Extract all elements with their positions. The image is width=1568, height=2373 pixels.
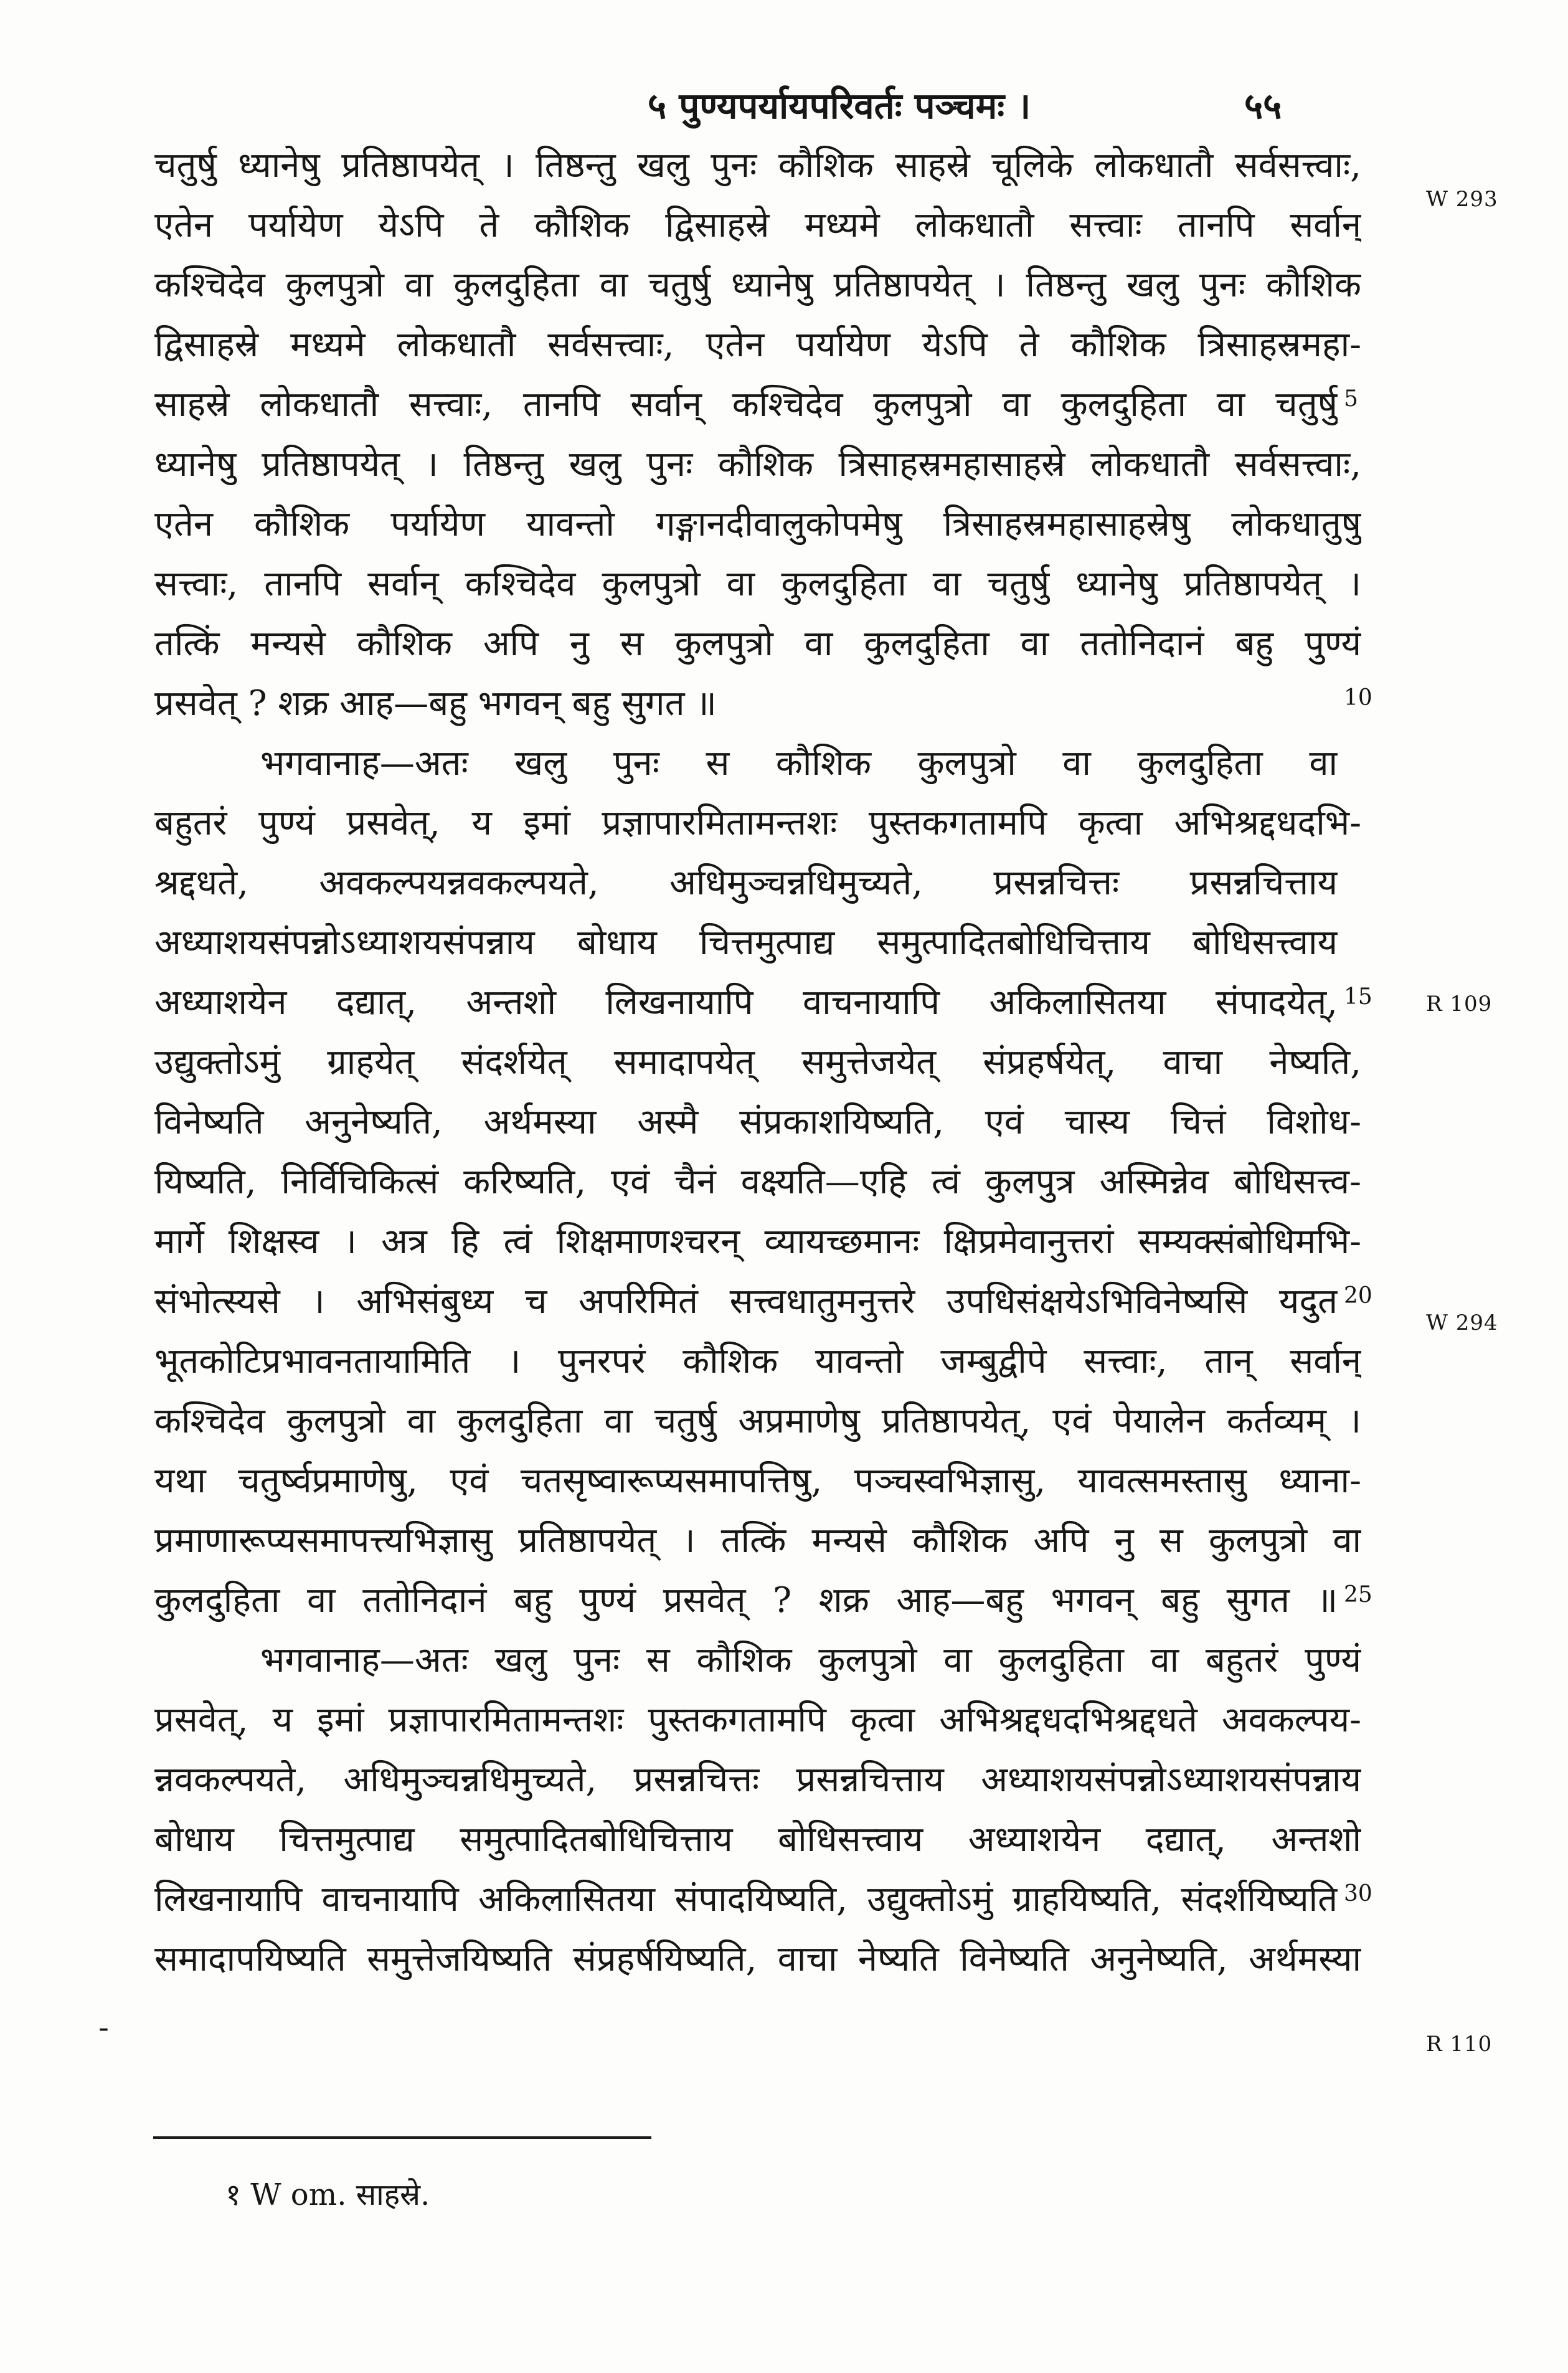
text-line: कुलदुहिता वा ततोनिदानं बहु पुण्यं प्रसवेत् ? शक्र आह—बहु भगवन् बहु सुगत ॥ <box>154 1580 1338 1621</box>
line-number-15: 15 <box>1344 984 1372 1010</box>
text-line: साहस्रे लोकधातौ सत्त्वाः, तानपि सर्वान् कश्चिदेव कुलपुत्रो वा कुलदुहिता वा चतुर्षु <box>154 384 1338 425</box>
page-header <box>0 80 1568 136</box>
text-line: तत्किं मन्यसे कौशिक अपि नु स कुलपुत्रो वा कुलदुहिता वा ततोनिदानं बहु पुण्यं <box>154 623 1361 664</box>
margin-ref-r110: R 110 <box>1426 2032 1493 2057</box>
text-line: समादापयिष्यति समुत्तेजयिष्यति संप्रहर्षयिष्यति, वाचा नेष्यति विनेष्यति अनुनेष्यति, अर्थमस्या <box>154 1939 1361 1979</box>
text-line: बोधाय चित्तमुत्पाद्य समुत्पादितबोधिचित्ताय बोधिसत्त्वाय अध्याशयेन दद्यात्, अन्तशो <box>154 1819 1361 1860</box>
text-line: बहुतरं पुण्यं प्रसवेत्, य इमां प्रज्ञापारमितामन्तशः पुस्तकगतामपि कृत्वा अभिश्रद्दधदभि- <box>154 803 1361 843</box>
text-line: न्नवकल्पयते, अधिमुञ्चन्नधिमुच्यते, प्रसन्नचित्तः प्रसन्नचित्ताय अध्याशयसंपन्नोऽध्याशयसंपन्नाय <box>154 1760 1361 1800</box>
text-line: भगवानाह—अतः खलु पुनः स कौशिक कुलपुत्रो वा कुलदुहिता वा <box>260 743 1338 784</box>
text-line: चतुर्षु ध्यानेषु प्रतिष्ठापयेत् । तिष्ठन्तु खलु पुनः कौशिक साहस्रे चूलिके लोकधातौ सर्वसत्त्वाः, <box>154 145 1361 186</box>
line-number-30: 30 <box>1344 1881 1372 1906</box>
margin-ref-w294: W 294 <box>1426 1310 1498 1335</box>
text-line: यिष्यति, निर्विचिकित्सं करिष्यति, एवं चैनं वक्ष्यति—एहि त्वं कुलपुत्र अस्मिन्नेव बोधिसत्त्व- <box>154 1162 1361 1202</box>
line-number-5: 5 <box>1344 386 1358 412</box>
chapter-title: ५ पुण्यपर्यायपरिवर्तः पञ्चमः । <box>648 85 1031 127</box>
text-line: सत्त्वाः, तानपि सर्वान् कश्चिदेव कुलपुत्रो वा कुलदुहिता वा चतुर्षु ध्यानेषु प्रतिष्ठापयेत् । <box>154 564 1361 604</box>
margin-ref-w293: W 293 <box>1426 187 1498 212</box>
line-number-25: 25 <box>1344 1582 1372 1608</box>
text-line: यथा चतुर्ष्वप्रमाणेषु, एवं चतसृष्वारूप्यसमापत्तिषु, पञ्चस्वभिज्ञासु, यावत्समस्तासु ध्याना- <box>154 1461 1361 1501</box>
text-line: एतेन पर्यायेण येऽपि ते कौशिक द्विसाहस्रे मध्यमे लोकधातौ सत्त्वाः तानपि सर्वान् <box>154 205 1361 245</box>
text-line: अध्याशयेन दद्यात्, अन्तशो लिखनायापि वाचनायापि अकिलासितया संपादयेत्, <box>154 982 1338 1023</box>
footnote: १ W om. साहस्रे. <box>225 2177 430 2212</box>
text-line: ध्यानेषु प्रतिष्ठापयेत् । तिष्ठन्तु खलु पुनः कौशिक त्रिसाहस्रमहासाहस्रे लोकधातौ सर्वसत्त्वाः, <box>154 444 1361 485</box>
text-line: मार्गे शिक्षस्व । अत्र हि त्वं शिक्षमाणश्चरन् व्यायच्छमानः क्षिप्रमेवानुत्तरां सम्यक्संबोधिमभि- <box>154 1221 1361 1262</box>
text-line: अध्याशयसंपन्नोऽध्याशयसंपन्नाय बोधाय चित्तमुत्पाद्य समुत्पादितबोधिचित्ताय बोधिसत्त्वाय <box>154 922 1338 963</box>
text-line: प्रसवेत्, य इमां प्रज्ञापारमितामन्तशः पुस्तकगतामपि कृत्वा अभिश्रद्दधदभिश्रद्दधते अवकल्पय- <box>154 1700 1361 1740</box>
line-number-10: 10 <box>1344 685 1372 711</box>
text-line: कश्चिदेव कुलपुत्रो वा कुलदुहिता वा चतुर्षु अप्रमाणेषु प्रतिष्ठापयेत्, एवं पेयालेन कर्तव्यम् । <box>154 1401 1361 1441</box>
text-line: एतेन कौशिक पर्यायेण यावन्तो गङ्गानदीवालुकोपमेषु त्रिसाहस्रमहासाहस्रेषु लोकधातुषु <box>154 504 1361 544</box>
text-line: श्रद्दधते, अवकल्पयन्नवकल्पयते, अधिमुञ्चन्नधिमुच्यते, प्रसन्नचित्तः प्रसन्नचित्ताय <box>154 863 1338 903</box>
text-line: प्रसवेत् ? शक्र आह—बहु भगवन् बहु सुगत ॥ <box>154 683 717 724</box>
text-line: भूतकोटिप्रभावनतायामिति । पुनरपरं कौशिक यावन्तो जम्बुद्वीपे सत्त्वाः, तान् सर्वान् <box>154 1341 1361 1381</box>
page-number: ५५ <box>1244 85 1282 127</box>
text-line: द्विसाहस्रे मध्यमे लोकधातौ सर्वसत्त्वाः, एतेन पर्यायेण येऽपि ते कौशिक त्रिसाहस्रमहा- <box>154 324 1361 365</box>
margin-dash-mark: - <box>98 2009 109 2045</box>
text-line: उद्युक्तोऽमुं ग्राहयेत् संदर्शयेत् समादापयेत् समुत्तेजयेत् संप्रहर्षयेत्, वाचा नेष्यति, <box>154 1042 1361 1082</box>
text-line: प्रमाणारूप्यसमापत्त्यभिज्ञासु प्रतिष्ठापयेत् । तत्किं मन्यसे कौशिक अपि नु स कुलपुत्रो वा <box>154 1520 1361 1561</box>
line-number-20: 20 <box>1344 1283 1372 1309</box>
text-line: विनेष्यति अनुनेष्यति, अर्थमस्या अस्मै संप्रकाशयिष्यति, एवं चास्य चित्तं विशोध- <box>154 1102 1361 1142</box>
text-line: संभोत्स्यसे । अभिसंबुध्य च अपरिमितं सत्त्वधातुमनुत्तरे उपधिसंक्षयेऽभिविनेष्यसि यदुत <box>154 1281 1338 1322</box>
text-line: भगवानाह—अतः खलु पुनः स कौशिक कुलपुत्रो वा कुलदुहिता वा बहुतरं पुण्यं <box>260 1640 1361 1680</box>
text-line: लिखनायापि वाचनायापि अकिलासितया संपादयिष्यति, उद्युक्तोऽमुं ग्राहयिष्यति, संदर्शयिष्यति <box>154 1879 1338 1920</box>
margin-ref-r109: R 109 <box>1426 992 1493 1016</box>
text-line: कश्चिदेव कुलपुत्रो वा कुलदुहिता वा चतुर्षु ध्यानेषु प्रतिष्ठापयेत् । तिष्ठन्तु खलु पुनः कौशिक <box>154 265 1361 305</box>
footnote-rule <box>153 2136 651 2139</box>
